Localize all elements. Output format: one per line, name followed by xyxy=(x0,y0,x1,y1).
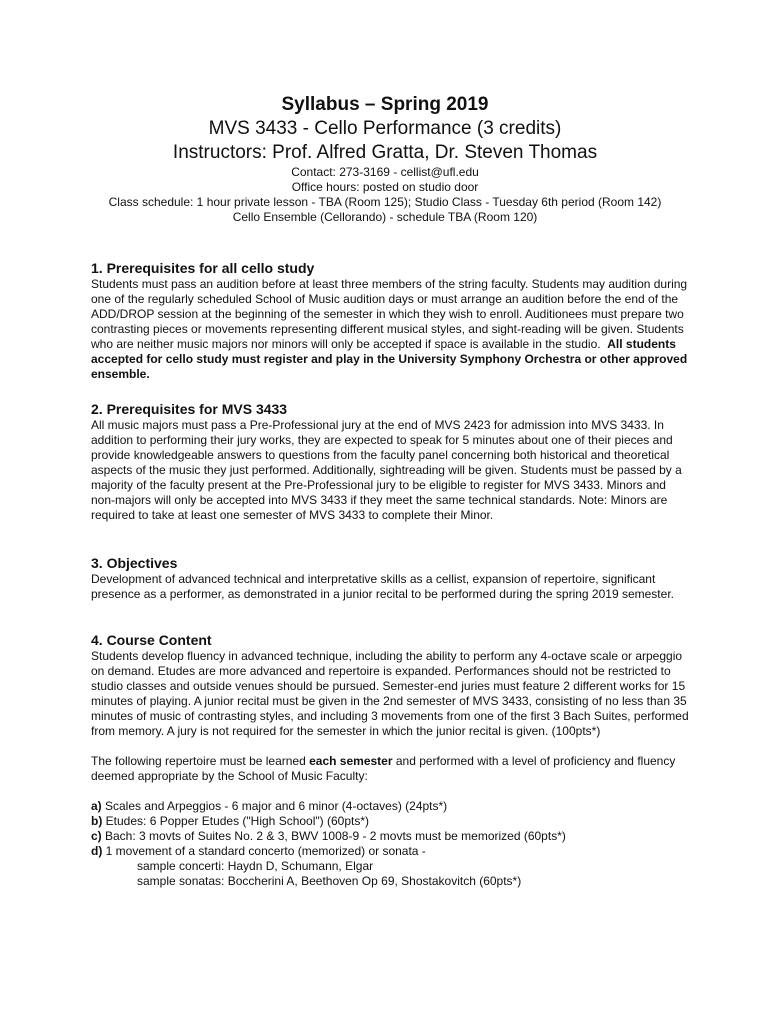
repertoire-intro-pre: The following repertoire must be learned xyxy=(91,754,310,768)
repertoire-intro xyxy=(91,754,691,784)
list-item-letter: c) xyxy=(91,829,102,843)
list-item-letter: a) xyxy=(91,799,102,813)
section-body xyxy=(91,277,691,382)
contact-line: Contact: 273-3169 - cellist@ufl.edu xyxy=(291,165,479,179)
section-heading: 2. Prerequisites for MVS 3433 xyxy=(91,401,288,417)
ensemble-schedule-line: Cello Ensemble (Cellorando) - schedule TBA (Room 120) xyxy=(232,210,538,224)
office-hours-line: Office hours: posted on studio door xyxy=(291,180,479,194)
syllabus-header xyxy=(0,93,770,225)
section-body-text: Students must pass an audition before at least three members of the string faculty. Students may audition during one of the regularly scheduled School of Music audition days or must arrange an audition before the end of the ADD/DROP session at the beginning of the semester in which they wish to enroll. Auditionees must prepare two contrasting pieces or movements representing different musical styles, and sight-reading will be given. Students who are neither music majors nor minors will only be accepted if space is available in the studio. xyxy=(91,277,688,351)
section-prerequisites-mvs3433 xyxy=(91,401,691,523)
list-item-letter: d) xyxy=(91,844,103,858)
list-item-text: 1 movement of a standard concerto (memorized) or sonata - xyxy=(102,844,426,858)
repertoire-list xyxy=(91,799,691,889)
list-item-letter: b) xyxy=(91,814,103,828)
list-item-text: Bach: 3 movts of Suites No. 2 & 3, BWV 1008-9 - 2 movts must be memorized (60pts*) xyxy=(101,829,566,843)
repertoire-intro-post: and performed with a level of proficiency and fluency deemed appropriate by the School of Music Faculty: xyxy=(91,754,676,783)
section-course-content xyxy=(91,632,691,889)
section-body: Students develop fluency in advanced technique, including the ability to perform any 4-octave scale or arpeggio on demand. Etudes are more advanced and repertoire is expanded. Performances should not be restricted to studio classes and outside venues should be pursued. Semester-end juries must feature 2 different works for 15 minutes of playing. A junior recital must be given in the 2nd semester of MVS 3433, consisting of no less than 35 minutes of music of contrasting styles, and including 3 movements from one of the first 3 Bach Suites, performed from memory. A jury is not required for the semester in which the junior recital is given. (100pts*) xyxy=(91,649,689,738)
list-item xyxy=(91,829,691,844)
section-body-bold: All students accepted for cello study must register and play in the University Symphony Orchestra or other approved ensemble. xyxy=(91,337,688,381)
section-heading: 1. Prerequisites for all cello study xyxy=(91,260,315,276)
section-prerequisites-all xyxy=(91,260,691,382)
section-heading: 4. Course Content xyxy=(91,632,212,648)
sample-sonatas: sample sonatas: Boccherini A, Beethoven Op 69, Shostakovitch (60pts*) xyxy=(137,874,522,888)
section-body: Development of advanced technical and interpretative skills as a cellist, expansion of repertoire, significant presence as a performer, as demonstrated in a junior recital to be performed during the spring 2019 semester. xyxy=(91,572,674,601)
section-heading: 3. Objectives xyxy=(91,555,178,571)
repertoire-intro-bold: each semester xyxy=(309,754,393,768)
page-title: Syllabus – Spring 2019 xyxy=(281,94,489,115)
class-schedule-line: Class schedule: 1 hour private lesson - TBA (Room 125); Studio Class - Tuesday 6th period (Room 142) xyxy=(108,195,662,209)
list-item xyxy=(91,814,691,829)
course-title: MVS 3433 - Cello Performance (3 credits) xyxy=(208,118,562,139)
list-item-text: Etudes: 6 Popper Etudes ("High School") (60pts*) xyxy=(102,814,369,828)
instructors-line: Instructors: Prof. Alfred Gratta, Dr. Steven Thomas xyxy=(172,142,598,163)
sample-concerti: sample concerti: Haydn D, Schumann, Elgar xyxy=(137,859,374,873)
section-objectives xyxy=(91,555,691,602)
list-item xyxy=(91,799,691,814)
section-body: All music majors must pass a Pre-Professional jury at the end of MVS 2423 for admission into MVS 3433. In addition to performing their jury works, they are expected to speak for 5 minutes about one of their pieces and provide knowledgeable answers to questions from the faculty panel concerning both historical and theoretical aspects of the music they just performed. Additionally, sightreading will be given. Students must be passed by a majority of the faculty present at the Pre-Professional jury to be eligible to register for MVS 3433. Minors and non-majors will only be accepted into MVS 3433 if they meet the same technical standards. Note: Minors are required to take at least one semester of MVS 3433 to complete their Minor. xyxy=(91,418,682,522)
list-item-text: Scales and Arpeggios - 6 major and 6 minor (4-octaves) (24pts*) xyxy=(101,799,448,813)
list-item xyxy=(91,844,691,859)
